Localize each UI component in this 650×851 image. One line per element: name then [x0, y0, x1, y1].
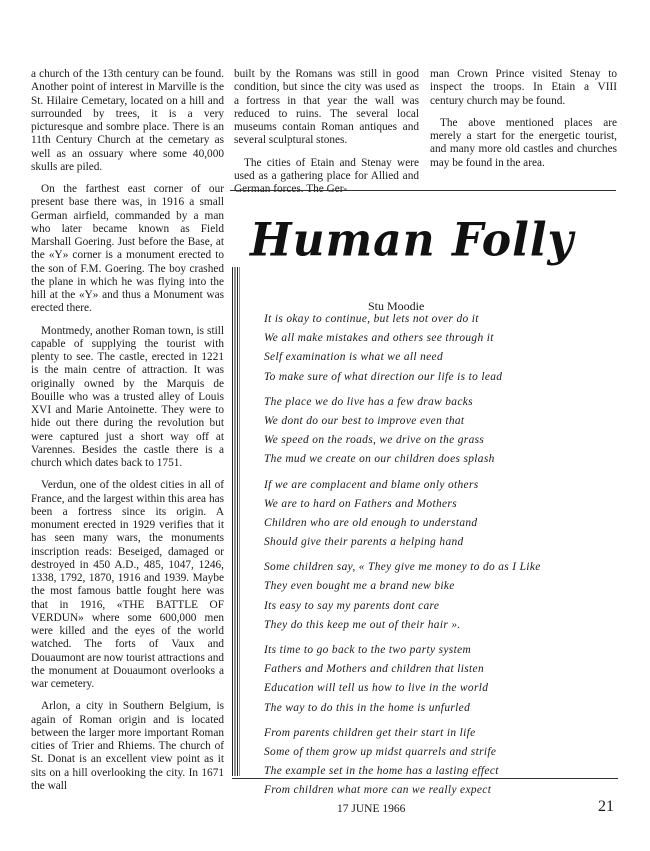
stanza — [264, 558, 624, 635]
paragraph: Verdun, one of the oldest cities in all of France, and the largest within this area has been a fortress since its origin. A monument erected in 1929 verifies that it has seen many wars, the monuments inscription reads: Beseiged, damaged or destroyed in 450 A.D., 485, 1047, 1246, 1338, 1792, 1870, 1916 and 1939. Maybe the most famous battle fought here was that in 1916, «THE BATTLE OF VERDUN» where some 600,000 men were killed and the eyes of the world watched. The forts of Vaux and Douaumont are now tourist attractions and the monument at Douaumont overlooks a war cemetery. — [31, 479, 224, 690]
divider-rule — [232, 778, 618, 779]
poem-line: Children who are old enough to understand — [264, 516, 478, 529]
column-1 — [31, 68, 224, 793]
poem-line: Education will tell us how to live in the world — [264, 682, 489, 695]
paragraph: Arlon, a city in Southern Belgium, is again of Roman origin and is located between the larger more important Roman cities of Trier and Rhiems. The church of St. Donat is an excellent view point as it sits on a hill overlooking the city. In 1671 the wall — [31, 700, 224, 792]
poem-line: The way to do this in the home is unfurled — [264, 701, 471, 714]
poem-line: We all make mistakes and others see through it — [264, 332, 494, 345]
poem-author: Stu Moodie — [368, 299, 425, 313]
stanza — [264, 310, 624, 387]
poem-line: The place we do live has a few draw backs — [264, 395, 473, 408]
poem-line: Some of them grow up midst quarrels and strife — [264, 745, 497, 758]
poem-line: Its easy to say my parents dont care — [264, 599, 440, 612]
poem-line: Its time to go back to the two party system — [264, 644, 472, 656]
paragraph: Montmedy, another Roman town, is still capable of supplying the tourist with plenty to see. The castle, erected in 1221 is the main centre of attraction. It was originally owned by the Marquis de Bouille who was a trusted alley of Louis XVI and Marie Antoinette. They were to hide out there during the revolution but were captured just a short way off at Varennes. Besides the castle there is a church which dates back to 1751. — [31, 324, 224, 469]
poem-line: The example set in the home has a lasting effect — [264, 765, 499, 778]
stanza — [264, 393, 624, 470]
poem-body — [264, 310, 624, 801]
poem-line: Some children say, « They give me money to do as I Like — [264, 561, 541, 574]
poem-line: From children what more can we really expect — [264, 784, 492, 797]
paragraph: a church of the 13th century can be found. Another point of interest in Marville is the St. Hilaire Cemetary, located on a hill and surrounded by trees, it is a very picturesque and sombre place. There is an 11th Century Church at the cemetary as well as an ossuary where some 40,000 skulls are piled. — [31, 68, 224, 173]
paragraph: The cities of Etain and Stenay were used as a gathering place for Allied and German forces. The Ger- — [234, 156, 419, 195]
poem-line: If we are complacent and blame only others — [264, 478, 479, 491]
paragraph: built by the Romans was still in good condition, but since the city was used as a fortress in that year the wall was reduced to ruins. The several local museums contain Roman antiques and several sculptural stones. — [234, 68, 419, 147]
poem-line: We are to hard on Fathers and Mothers — [264, 497, 457, 510]
stanza — [264, 641, 624, 718]
column-2 — [234, 68, 419, 196]
column-3 — [430, 68, 617, 170]
divider-rule — [230, 190, 616, 191]
footer-date: 17 JUNE 1966 — [337, 803, 406, 815]
poem-line: From parents children get their start in life — [264, 726, 476, 739]
paragraph: The above mentioned places are merely a start for the energetic tourist, and many more old castles and churches may be found in the area. — [430, 116, 617, 169]
stanza — [264, 476, 624, 553]
poem-line: It is okay to continue, but lets not over do it — [264, 313, 479, 325]
poem-line: Self examination is what we all need — [264, 351, 444, 364]
poem-line: Should give their parents a helping hand — [264, 536, 464, 549]
poem-border — [232, 267, 240, 776]
poem-line: They do this keep me out of their hair ». — [264, 618, 461, 631]
paragraph: On the farthest east corner of our present base there was, in 1916 a small German airfield, commanded by a man who later became known as Field Marshall Goering. Just before the Base, at the «Y» corner is a monument erected to the son of F.M. Goering. The boy crashed the plane in which he was flying into the hill at the «Y» and thus a Monument was erected there. — [31, 183, 224, 315]
poem-line: They even bought me a brand new bike — [264, 580, 455, 593]
poem-line: To make sure of what direction our life is to lead — [264, 370, 503, 383]
poem-line: Fathers and Mothers and children that listen — [264, 663, 484, 676]
paragraph: man Crown Prince visited Stenay to inspect the troops. In Etain a VIII century church may be found. — [430, 68, 617, 107]
poem-line: The mud we create on our children does splash — [264, 453, 495, 466]
poem-title: Human Folly — [250, 213, 575, 268]
poem-line: We dont do our best to improve even that — [264, 414, 465, 427]
stanza — [264, 724, 624, 801]
poem-line: We speed on the roads, we drive on the grass — [264, 434, 485, 447]
page-number: 21 — [598, 798, 614, 815]
